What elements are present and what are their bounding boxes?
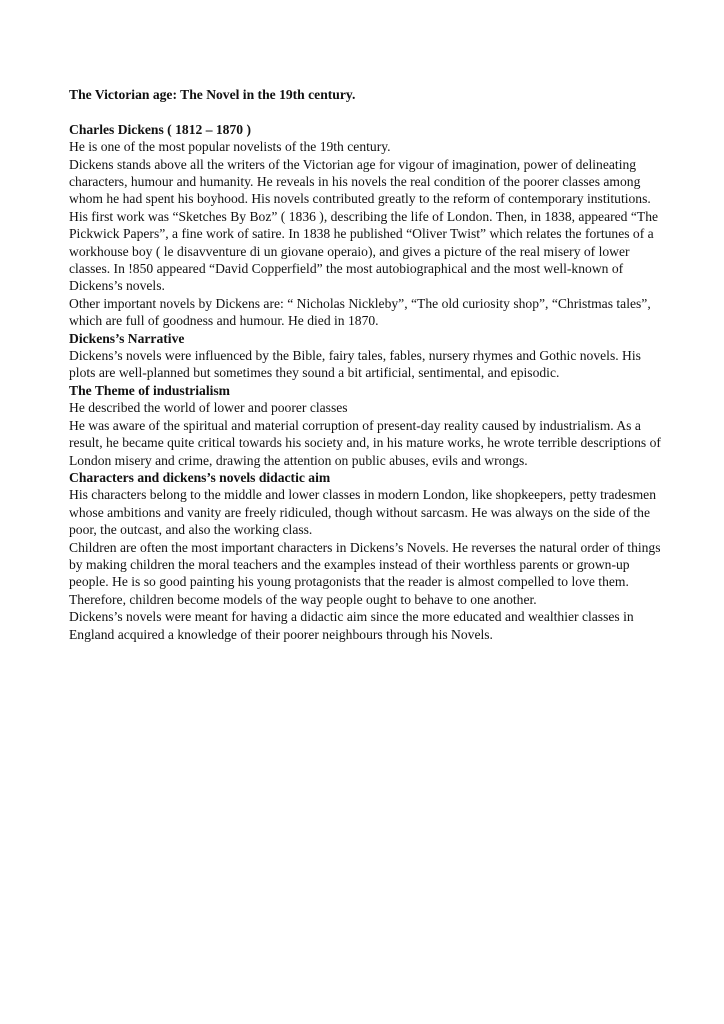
paragraph: He described the world of lower and poorer classes [69,400,348,416]
paragraph: Children are often the most important characters in Dickens’s Novels. He reverses the natural order of things by making children the moral teachers and the examples instead of their worthless parents or grown-up people. He is so good painting his young protagonists that the reader is almost compelled to love them. Therefore, children become models of the way people ought to behave to one another. [69,539,661,607]
paragraph: His characters belong to the middle and lower classes in modern London, like shopkeepers, petty tradesmen whose ambitions and vanity are freely ridiculed, though without sarcasm. He was always on the side of the poor, the outcast, and also the working class. [69,487,657,538]
paragraph: Dickens’s novels were influenced by the Bible, fairy tales, fables, nursery rhymes and Gothic novels. His plots are well-planned but sometimes they sound a bit artificial, sentimental, and episodic. [69,348,641,381]
section-heading: The Theme of industrialism [69,382,231,398]
section-heading: Charles Dickens ( 1812 – 1870 ) [69,121,251,137]
section-dickens-narrative [69,330,661,382]
paragraph: He was aware of the spiritual and material corruption of present-day reality caused by industrialism. As a result, he became quite critical towards his society and, in his mature works, he wrote terrible descriptions of London misery and crime, drawing the attention on public abuses, evils and wrongs. [69,417,661,468]
document-title: The Victorian age: The Novel in the 19th century. [69,87,356,102]
section-heading: Dickens’s Narrative [69,330,185,346]
paragraph: Dickens stands above all the writers of the Victorian age for vigour of imagination, power of delineating characters, humour and humanity. He reveals in his novels the real condition of the poorer classes among whom he had spent his boyhood. His novels contributed greatly to the reform of contemporary institutions. His first work was “Sketches By Boz” ( 1836 ), describing the life of London. Then, in 1838, appeared “The Pickwick Papers”, a fine work of satire. In 1838 he published “Oliver Twist” which relates the fortunes of a workhouse boy ( le disavventure di un giovane operaio), and gives a picture of the real misery of lower classes. In !850 appeared “David Copperfield” the most autobiographical and the most well-known of Dickens’s novels. [69,156,659,294]
section-characters-didactic-aim [69,469,661,643]
section-charles-dickens [69,121,661,330]
paragraph: Other important novels by Dickens are: “ Nicholas Nickleby”, “The old curiosity shop”, “Christmas tales”, which are full of goodness and humour. He died in 1870. [69,295,651,329]
paragraph: Dickens’s novels were meant for having a didactic aim since the more educated and wealthier classes in England acquired a knowledge of their poorer neighbours through his Novels. [69,609,634,642]
document-page [69,86,661,643]
paragraph: He is one of the most popular novelists of the 19th century. [69,139,391,155]
section-theme-industrialism [69,382,661,469]
section-heading: Characters and dickens’s novels didactic aim [69,469,331,485]
